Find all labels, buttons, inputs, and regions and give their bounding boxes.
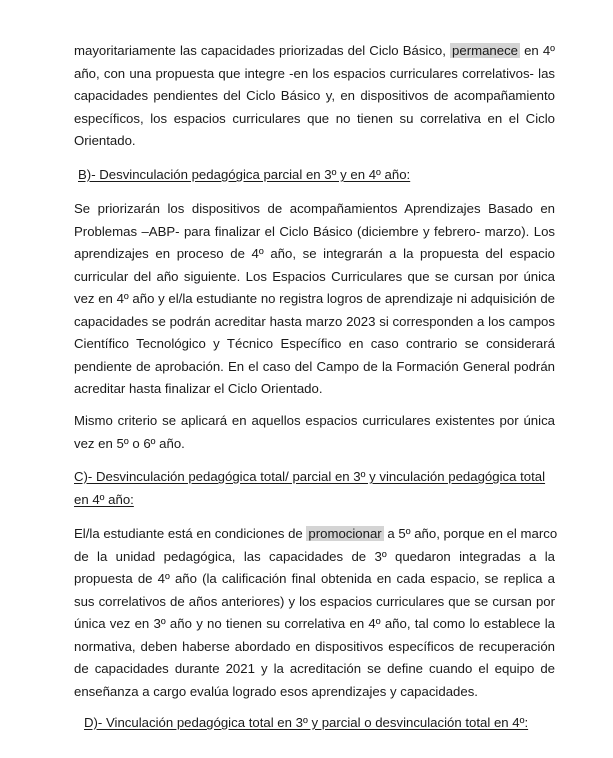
text-line: vez en 5º o 6º año.: [74, 435, 185, 451]
paragraph-section-b: [74, 198, 555, 401]
section-heading-b: B)- Desvinculación pedagógica parcial en 3º y en 4º año:: [78, 167, 411, 182]
paragraph-section-c: [74, 523, 558, 703]
section-heading-c: C)- Desvinculación pedagógica total/ parcial en 3º y vinculación pedagógica total en 4º año:: [74, 469, 546, 507]
paragraph-intro: [74, 40, 555, 153]
text-line: sus correlativos de años anteriores) y los espacios curriculares que se cursan por: [74, 593, 555, 609]
text-line: Se priorizarán los dispositivos de acompañamientos Aprendizajes Basado en: [74, 201, 555, 216]
text-line: Mismo criterio se aplicará en aquellos espacios curriculares existentes por única: [74, 413, 555, 428]
text-line: de la unidad pedagógica, las capacidades de 3º quedaron integradas a la: [74, 548, 555, 564]
text-line: pendiente de aprobación. En el caso del Campo de la Formación General podrán: [74, 358, 555, 374]
text-line: de capacidades durante 2021 y la acreditación se define cuando el equipo de: [74, 661, 555, 676]
section-heading-d: D)- Vinculación pedagógica total en 3º y parcial o desvinculación total en 4º:: [84, 715, 529, 730]
text-line: capacidades pendientes del Ciclo Básico y, en dispositivos de acompañamiento: [74, 88, 555, 103]
text-line: año, con una propuesta que integre -en los espacios curriculares correlativos- las: [74, 65, 555, 81]
text-line: normativa, deben haberse abordado en dispositivos específicos de recuperación: [74, 638, 555, 654]
text-line: mayoritariamente las capacidades priorizadas del Ciclo Básico, permanece en 4º: [74, 43, 555, 58]
text-line: acreditar hasta finalizar el Ciclo Orientado.: [74, 381, 323, 396]
text-line: vez en 4º año y el/la estudiante no registra logros de aprendizaje ni adquisición de: [74, 291, 555, 306]
text-line: curricular del año siguiente. Los Espacios Curriculares que se cursan por única: [74, 268, 555, 284]
text-line: Orientado.: [74, 133, 136, 148]
text-line: Problemas –ABP- para finalizar el Ciclo Básico (diciembre y febrero- marzo). Los: [74, 223, 555, 239]
text-line: Científico Tecnológico y Técnico Específico en caso contrario se considerará: [74, 336, 555, 351]
paragraph-same-criteria: [74, 410, 555, 455]
text-line: El/la estudiante está en condiciones de promocionar a 5º año, porque en el marco: [74, 526, 558, 541]
text-line: específicos, los espacios curriculares que no tienen su correlativa en el Ciclo: [74, 110, 555, 126]
text-line: enseñanza a cargo evalúa logrado esos aprendizajes y capacidades.: [74, 683, 478, 699]
text-line: capacidades se podrán acreditar hasta marzo 2023 si corresponden a los campos: [74, 313, 555, 329]
text-line: aprendizajes en proceso de 4º año, se integrarán a la propuesta del espacio: [74, 246, 555, 261]
text-line: única vez en 3º año y no tienen su correlativa en 4º año, tal como lo establece la: [74, 616, 555, 631]
highlight-permanece: permanece: [452, 43, 519, 58]
text-line: propuesta de 4º año (la calificación final obtenida en cada espacio, se replica a: [74, 571, 555, 586]
highlight-promocionar: promocionar: [308, 526, 382, 541]
